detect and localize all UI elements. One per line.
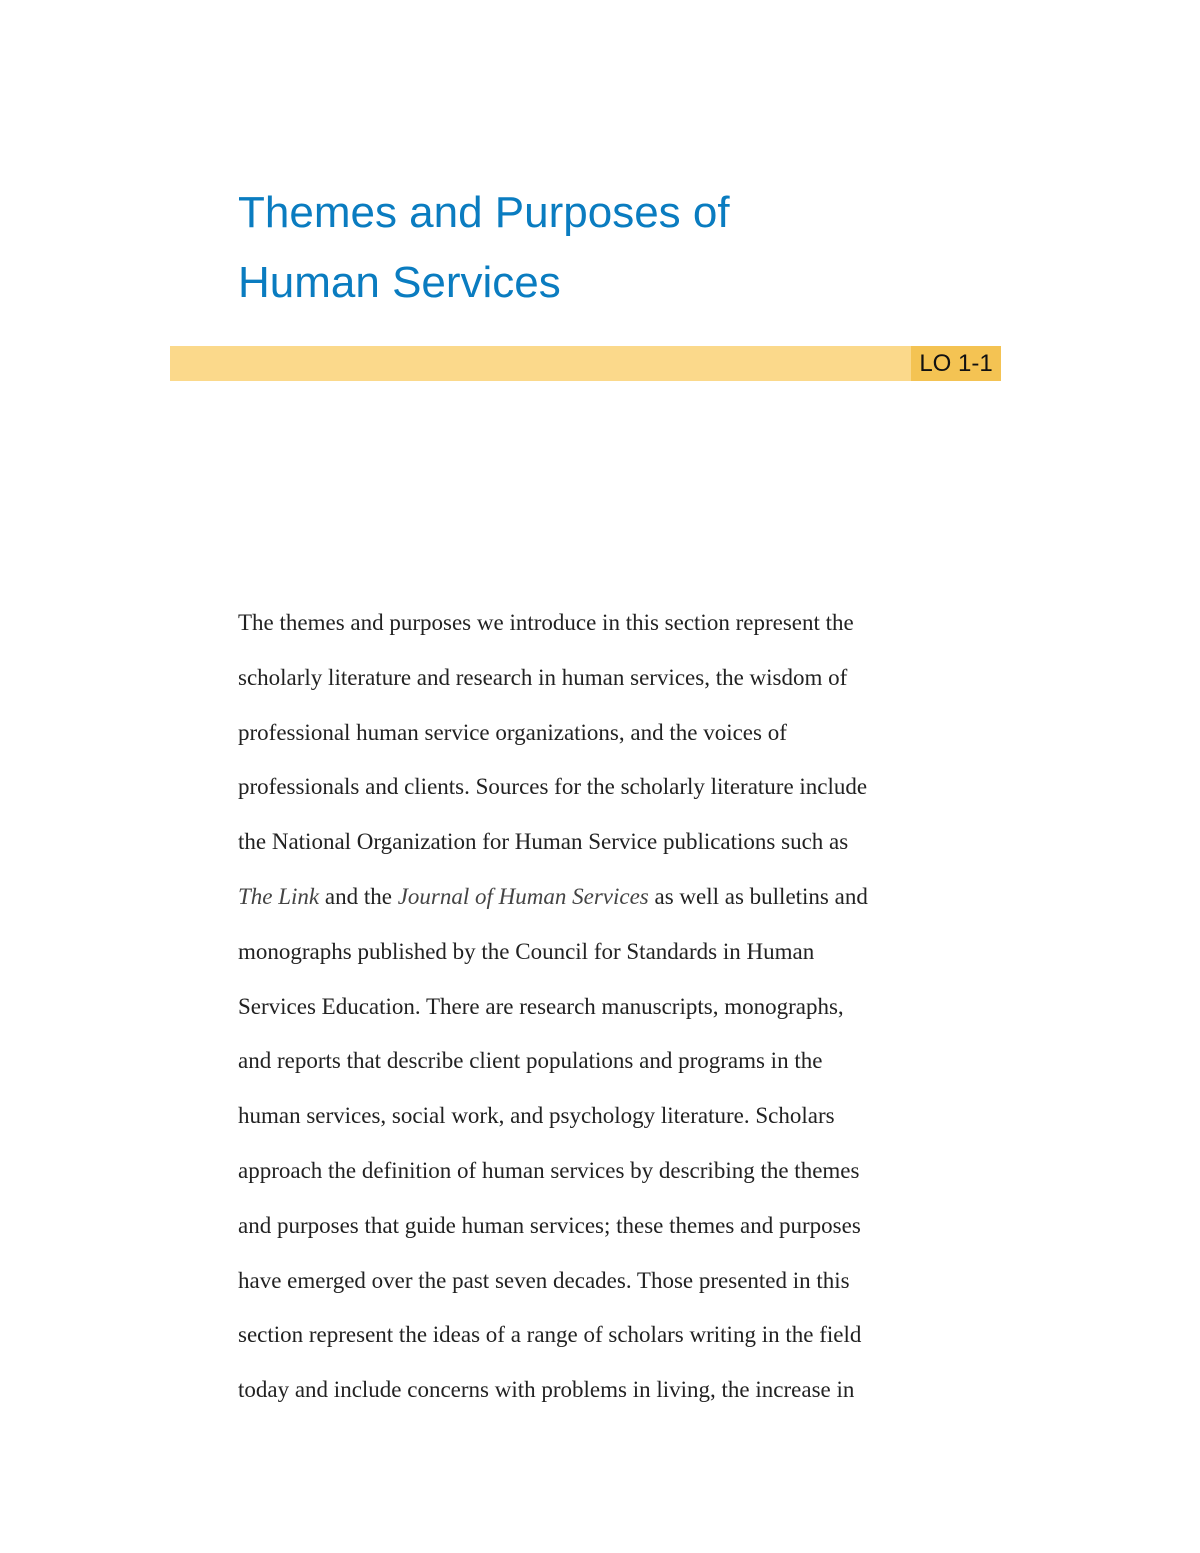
page-title-line-1: Themes and Purposes of: [238, 188, 730, 237]
body-line: professional human service organizations, and the voices of: [238, 719, 787, 745]
body-line: monographs published by the Council for Standards in Human: [238, 938, 815, 964]
body-line-with-titles: [238, 870, 998, 925]
body-paragraph: [238, 596, 998, 1418]
body-line: today and include concerns with problems in living, the increase in: [238, 1377, 855, 1403]
body-text-fragment: and the: [319, 883, 398, 909]
page-title-line-2: Human Services: [238, 258, 561, 307]
body-line: have emerged over the past seven decades. Those presented in this: [238, 1267, 850, 1293]
body-line: section represent the ideas of a range of scholars writing in the field: [238, 1322, 862, 1348]
body-line: professionals and clients. Sources for the scholarly literature include: [238, 774, 868, 800]
body-line: The themes and purposes we introduce in this section represent the: [238, 610, 854, 635]
body-line: human services, social work, and psychology literature. Scholars: [238, 1103, 835, 1129]
body-line: the National Organization for Human Service publications such as: [238, 829, 849, 855]
body-line: and purposes that guide human services; these themes and purposes: [238, 1212, 861, 1238]
learning-objective-bar: [170, 346, 1001, 381]
body-line: Services Education. There are research manuscripts, monographs,: [238, 993, 844, 1019]
learning-objective-badge: LO 1-1: [911, 346, 1001, 381]
body-text-fragment: as well as bulletins and: [648, 883, 868, 909]
publication-title-the-link: The Link: [238, 883, 320, 909]
body-line: scholarly literature and research in human services, the wisdom of: [238, 664, 848, 690]
body-line: approach the definition of human services by describing the themes: [238, 1157, 860, 1183]
publication-title-journal: Journal of Human Services: [397, 883, 649, 909]
body-line: and reports that describe client populations and programs in the: [238, 1048, 823, 1074]
page-title: [238, 178, 730, 318]
